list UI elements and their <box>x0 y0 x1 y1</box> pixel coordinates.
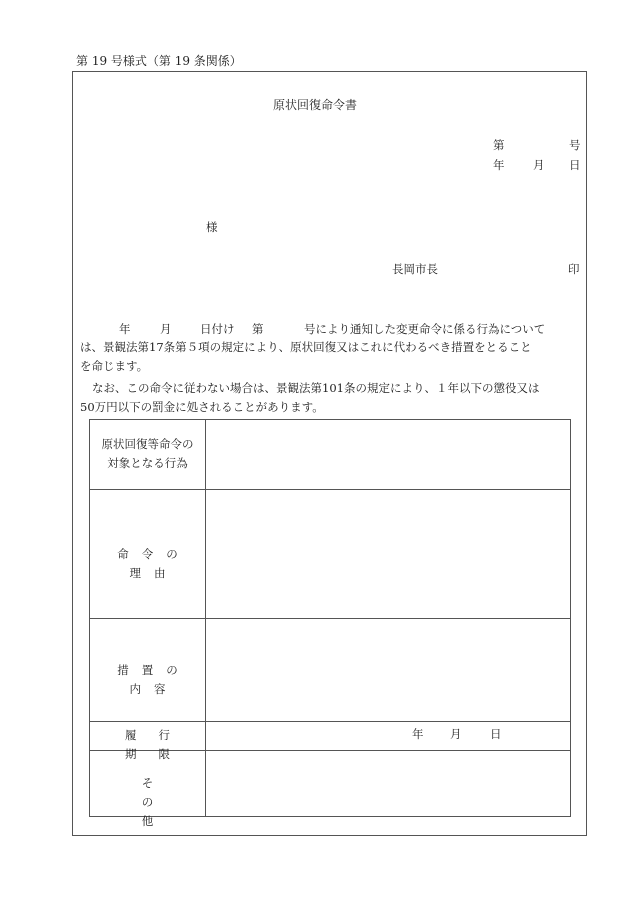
row-other-label: その他 <box>141 776 192 828</box>
row-target-action-label-line1: 原状回復等命令の <box>101 437 194 451</box>
row-reason-label: 命令の理由 <box>117 547 191 580</box>
body-year: 年 <box>119 322 131 336</box>
row-target-action-label <box>90 435 205 473</box>
deadline-day: 日 <box>490 727 502 741</box>
note-line1: なお、この命令に従わない場合は、景観法第101条の規定により、１年以下の懲役又は <box>92 381 540 395</box>
body-day-dated: 日付け <box>200 322 235 336</box>
number-suffix: 号 <box>569 138 581 152</box>
body-line2: は、景観法第17条第５項の規定により、原状回復又はこれに代わるべき措置をとること <box>80 340 532 354</box>
row-measures-label: 措置の内容 <box>117 663 191 696</box>
body-dai: 第 <box>252 322 264 336</box>
row-deadline-label: 履行期限 <box>125 728 192 761</box>
table-row-divider <box>90 618 570 619</box>
date-day: 日 <box>569 158 581 172</box>
date-month: 月 <box>533 158 545 172</box>
deadline-month: 月 <box>450 727 462 741</box>
table-row-divider <box>90 489 570 490</box>
date-year: 年 <box>493 158 505 172</box>
number-prefix: 第 <box>493 138 505 152</box>
row-target-action-label-line2: 対象となる行為 <box>107 456 188 470</box>
order-details-table <box>89 419 571 828</box>
form-number-label: 第 19 号様式（第 19 条関係） <box>76 54 242 68</box>
seal-mark: 印 <box>568 262 580 276</box>
deadline-year: 年 <box>412 727 424 741</box>
note-line2: 50万円以下の罰金に処されることがあります。 <box>80 400 324 414</box>
body-line3: を命じます。 <box>80 359 149 373</box>
issuer-name: 長岡市長 <box>392 262 438 276</box>
document-title: 原状回復命令書 <box>272 98 357 112</box>
table-row-divider <box>90 721 570 722</box>
body-line1-rest: 号により通知した変更命令に係る行為について <box>304 322 546 336</box>
addressee-honorific: 様 <box>206 220 218 234</box>
body-month: 月 <box>160 322 172 336</box>
